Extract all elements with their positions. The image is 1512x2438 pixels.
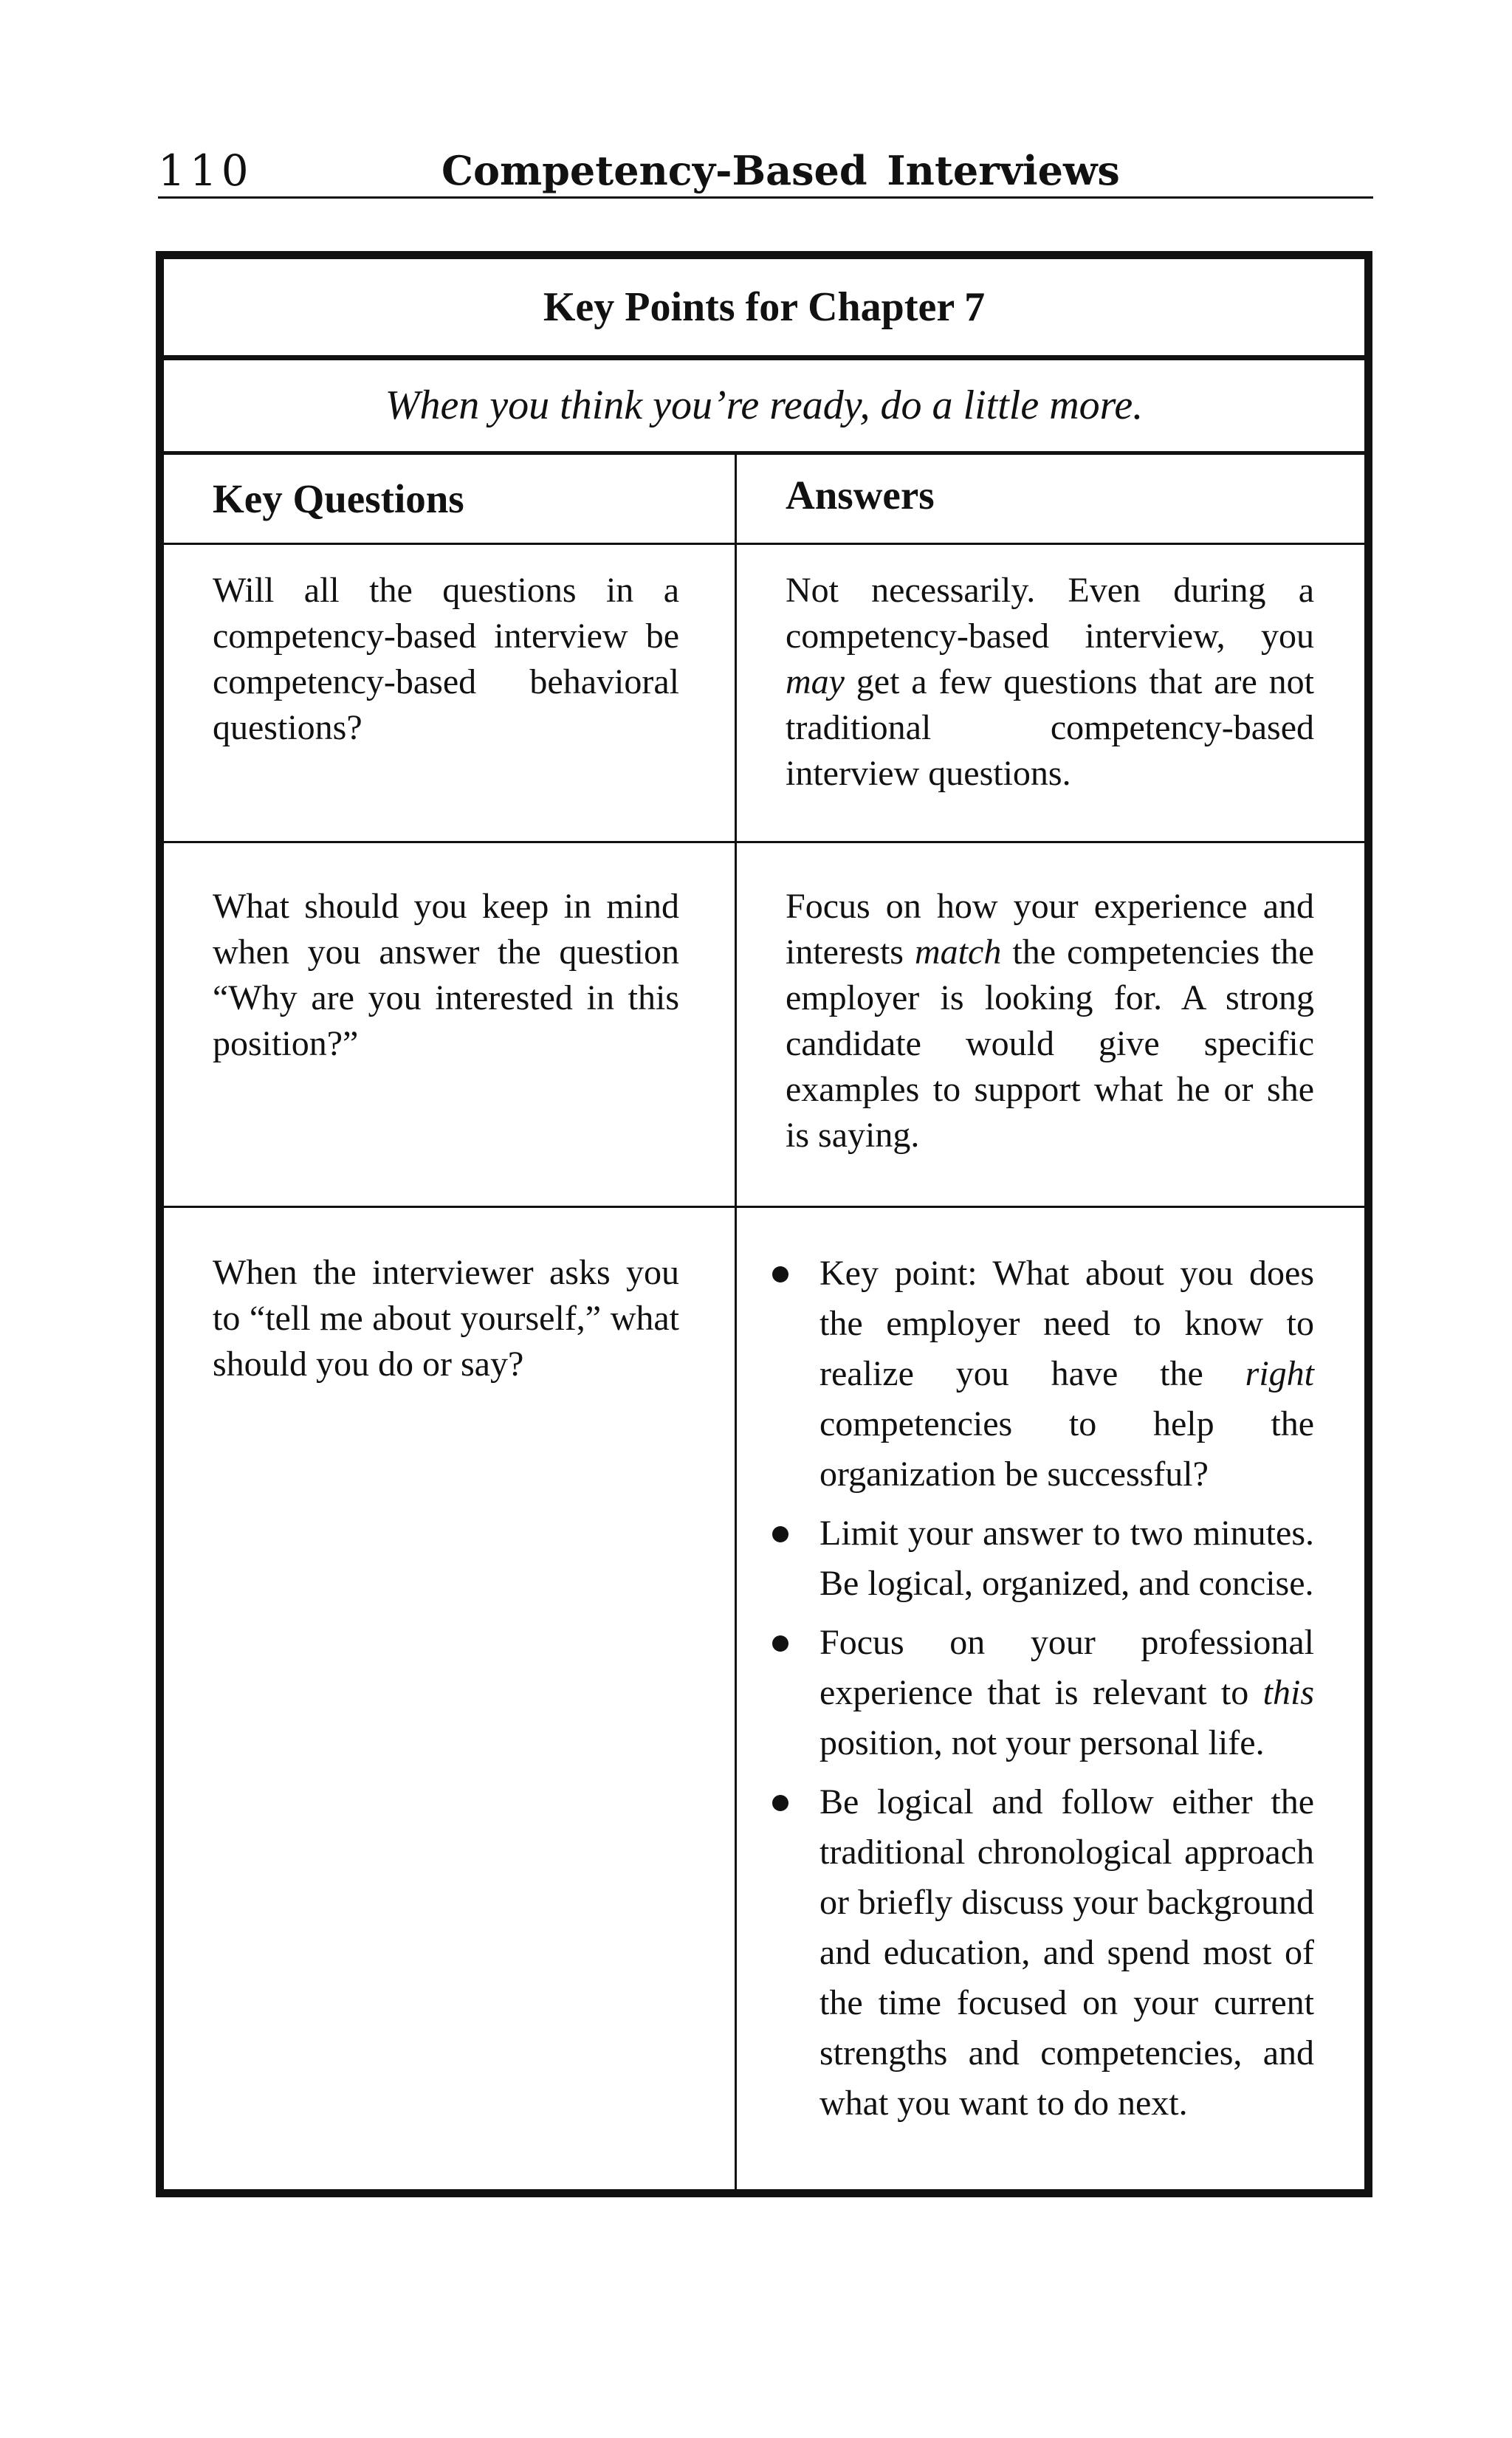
bullet-emphasis: right: [1245, 1354, 1314, 1393]
bullet-dot-icon: [772, 1795, 788, 1811]
key-points-box: [156, 251, 1372, 2197]
bullet-emphasis: this: [1262, 1673, 1314, 1712]
answer-2-text-cont: the competencies the employer is looking for. A strong candidate would give specific examples to support what he or she is saying.: [786, 933, 1314, 1155]
column-header-answers: Answers: [786, 473, 935, 518]
bullet-text: Focus on your professional experience that is relevant to: [819, 1623, 1314, 1712]
running-title: Competency-Based Interviews: [441, 147, 1120, 194]
box-title: Key Points for Chapter 7: [164, 259, 1364, 360]
question-3: When the interviewer asks you to “tell me about yourself,” what should you do or say?: [213, 1253, 679, 1384]
bullet-text: Key point: What about you does the employer need to know to realize you have the: [819, 1254, 1314, 1393]
answer-1-text: Not necessarily. Even during a competency-based interview, you: [786, 571, 1314, 656]
bullet-text: Limit your answer to two minutes. Be logical, organized, and concise.: [819, 1514, 1314, 1603]
bullet-item: [771, 1508, 1314, 1609]
header-row-divider: [164, 543, 1364, 545]
question-2: What should you keep in mind when you answer the question “Why are you interested in this position?”: [213, 887, 679, 1063]
bullet-dot-icon: [772, 1266, 788, 1282]
bullet-item: [771, 1618, 1314, 1768]
column-divider: [735, 455, 737, 2189]
bullet-text-cont: position, not your personal life.: [819, 1723, 1265, 1762]
bullet-text: Be logical and follow either the traditional chronological approach or briefly discuss your background and education, and spend most of the time focused on your current strengths and competencies, and what you want to do next.: [819, 1782, 1314, 2123]
answer-1: [786, 568, 1314, 797]
bullet-text-cont: competencies to help the organization be successful?: [819, 1404, 1314, 1494]
bullet-dot-icon: [772, 1526, 788, 1542]
page-number: 110: [158, 145, 253, 196]
column-header-questions: Key Questions: [213, 476, 464, 521]
bullet-dot-icon: [772, 1635, 788, 1652]
question-1: Will all the questions in a competency-based interview be competency-based behavioral questions?: [213, 571, 679, 747]
running-header: [158, 145, 1373, 199]
answer-1-text-cont: get a few questions that are not traditional competency-based interview questions.: [786, 662, 1314, 793]
bullet-item: [771, 1249, 1314, 1500]
bullet-item: [771, 1777, 1314, 2129]
answer-2: [786, 884, 1314, 1158]
row-divider: [164, 1206, 1364, 1208]
answer-1-emphasis: may: [786, 662, 845, 701]
box-motto: When you think you’re ready, do a little more.: [164, 360, 1364, 455]
answer-3-bullet-list: [771, 1249, 1314, 2137]
row-divider: [164, 841, 1364, 843]
answer-2-emphasis: match: [915, 933, 1002, 972]
answer-2-text: Focus on how your experience and interests: [786, 887, 1314, 972]
